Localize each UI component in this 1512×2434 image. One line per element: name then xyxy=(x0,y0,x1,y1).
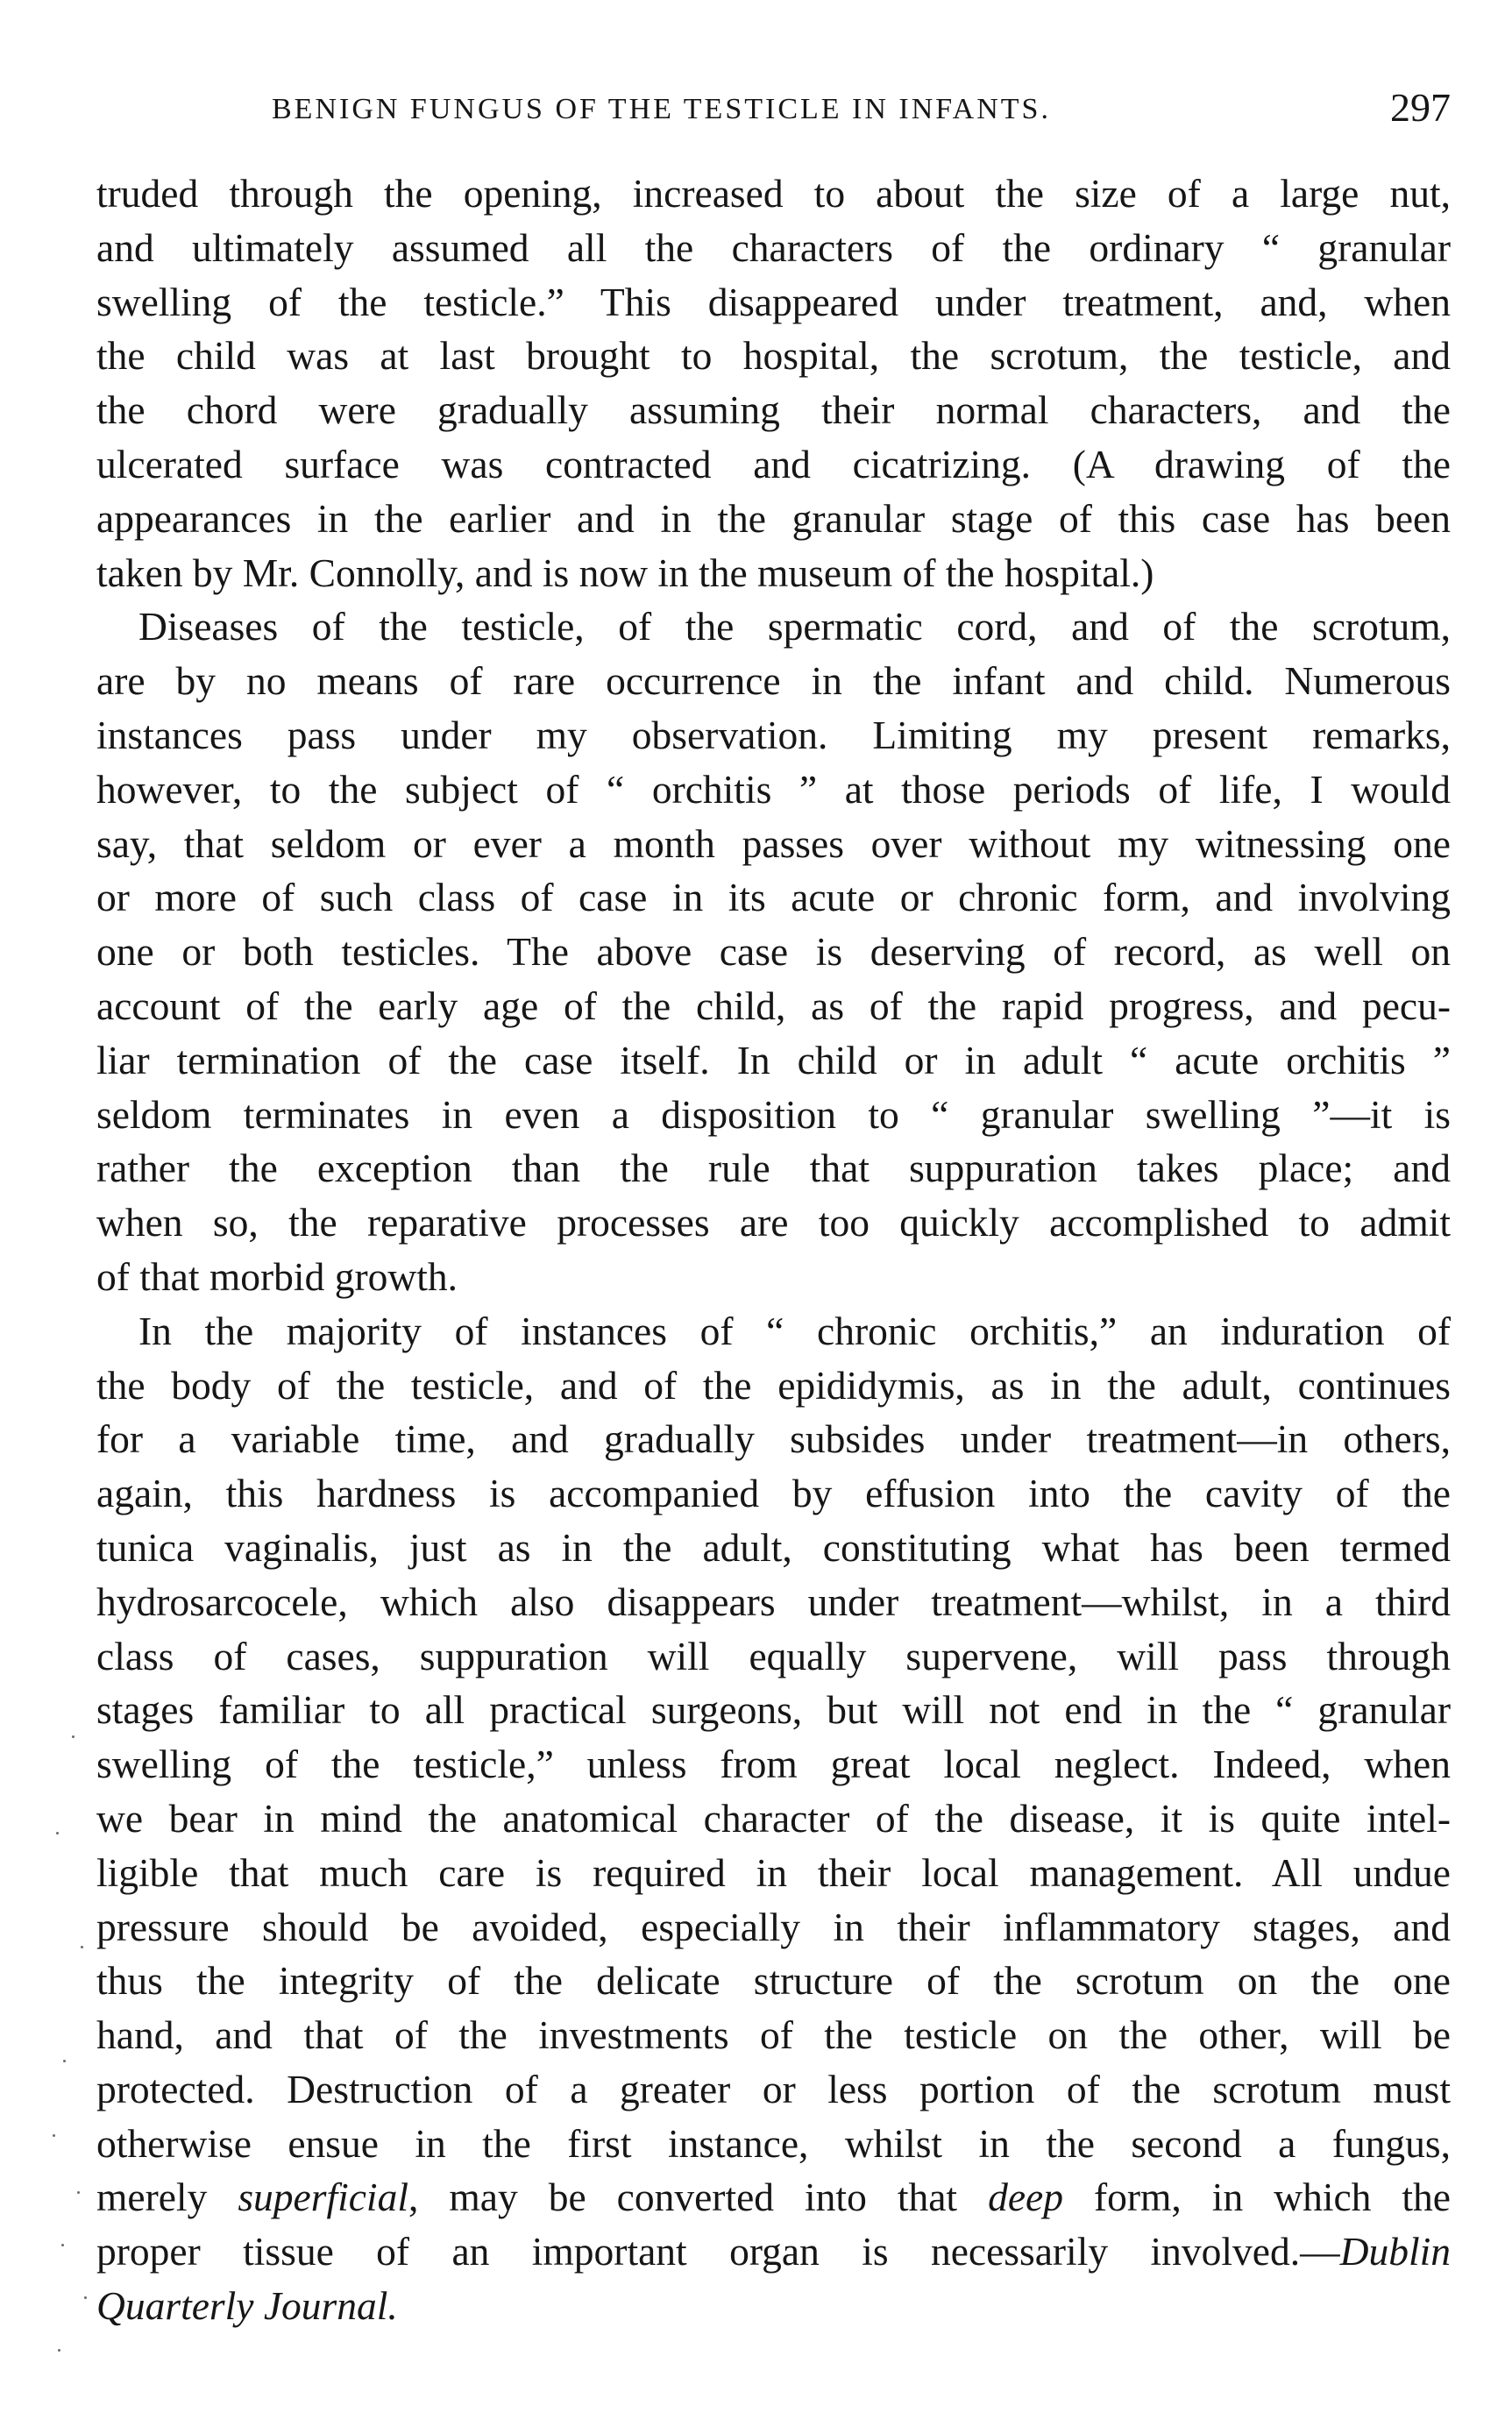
speck xyxy=(58,2349,60,2352)
text-line-citation xyxy=(96,2279,1451,2333)
page-number: 297 xyxy=(1390,85,1451,130)
text-line: In the majority of instances of “ chronic orchitis,” an induration of xyxy=(138,1308,1451,1353)
text-line: the body of the testicle, and of the epididymis, as in the adult, continues xyxy=(96,1362,1451,1408)
text-line: say, that seldom or ever a month passes over without my witnessing one xyxy=(96,820,1451,866)
source-citation: Dublin xyxy=(1339,2229,1451,2274)
text-line: hydrosarcocele, which also disappears under treatment—whilst, in a third xyxy=(96,1579,1451,1624)
text-line: swelling of the testicle.” This disappeared under treatment, and, when xyxy=(96,279,1451,324)
text-line: Diseases of the testicle, of the spermatic cord, and of the scrotum, xyxy=(138,604,1451,649)
text-line: thus the integrity of the delicate structure of the scrotum on the one xyxy=(96,1958,1451,2004)
text-line: however, to the subject of “ orchitis ” at those periods of life, I would xyxy=(96,766,1451,812)
text-line: ulcerated surface was contracted and cicatrizing. (A drawing of the xyxy=(96,441,1451,486)
text-segment: form, in which the xyxy=(1062,2175,1452,2220)
text-line: the chord were gradually assuming their normal characters, and the xyxy=(96,387,1451,433)
text-line: liar termination of the case itself. In child or in adult “ acute orchitis ” xyxy=(96,1037,1451,1082)
text-line: instances pass under my observation. Limiting my present remarks, xyxy=(96,712,1451,757)
speck xyxy=(53,2134,55,2137)
speck xyxy=(84,2296,87,2299)
text-line: appearances in the earlier and in the granular stage of this case has been xyxy=(96,495,1451,541)
running-title: BENIGN FUNGUS OF THE TESTICLE IN INFANTS. xyxy=(272,93,1051,125)
text-line: are by no means of rare occurrence in the infant and child. Numerous xyxy=(96,658,1451,704)
source-citation: Quarterly Journal. xyxy=(96,2283,398,2329)
speck xyxy=(56,1832,59,1834)
text-line-with-italics xyxy=(96,2225,1451,2279)
text-line: ligible that much care is required in their local management. All undue xyxy=(96,1849,1451,1895)
text-line: and ultimately assumed all the characters of the ordinary “ granular xyxy=(96,224,1451,270)
italic-segment: deep xyxy=(988,2175,1063,2220)
text-line-with-italics xyxy=(96,2170,1451,2225)
text-line: account of the early age of the child, as of the rapid progress, and pecu- xyxy=(96,983,1451,1028)
speck xyxy=(81,1946,83,1948)
text-line: protected. Destruction of a greater or less portion of the scrotum must xyxy=(96,2066,1451,2111)
speck xyxy=(72,1735,75,1738)
speck xyxy=(63,2060,66,2062)
text-line: the child was at last brought to hospital, the scrotum, the testicle, and xyxy=(96,333,1451,379)
text-line: taken by Mr. Connolly, and is now in the museum of the hospital.) xyxy=(96,550,1154,595)
text-line: otherwise ensue in the first instance, whilst in the second a fungus, xyxy=(96,2120,1451,2166)
text-line: again, this hardness is accompanied by effusion into the cavity of the xyxy=(96,1471,1451,1516)
text-line: or more of such class of case in its acute or chronic form, and involving xyxy=(96,875,1451,920)
text-segment: merely xyxy=(96,2175,238,2220)
text-line: rather the exception than the rule that suppuration takes place; and xyxy=(96,1146,1451,1191)
text-line: stages familiar to all practical surgeons, but will not end in the “ granular xyxy=(96,1687,1451,1733)
text-segment: , may be converted into that xyxy=(408,2175,989,2220)
body-text xyxy=(96,167,1451,2333)
text-line: of that morbid growth. xyxy=(96,1253,458,1299)
text-line: tunica vaginalis, just as in the adult, constituting what has been termed xyxy=(96,1524,1451,1570)
text-line: we bear in mind the anatomical character of the disease, it is quite intel- xyxy=(96,1795,1451,1841)
margin-specks xyxy=(46,1735,98,2384)
text-line: truded through the opening, increased to about the size of a large nut, xyxy=(96,171,1451,216)
speck xyxy=(61,2244,64,2246)
running-head xyxy=(96,84,1451,137)
italic-segment: superficial xyxy=(238,2175,408,2220)
text-line: pressure should be avoided, especially in their inflammatory stages, and xyxy=(96,1904,1451,1949)
text-line: when so, the reparative processes are too quickly accomplished to admit xyxy=(96,1200,1451,1245)
text-line: swelling of the testicle,” unless from great local neglect. Indeed, when xyxy=(96,1742,1451,1787)
text-line: one or both testicles. The above case is deserving of record, as well on xyxy=(96,929,1451,975)
text-line: seldom terminates in even a disposition to “ granular swelling ”—it is xyxy=(96,1091,1451,1137)
text-segment: proper tissue of an important organ is necessarily involved.— xyxy=(96,2229,1340,2274)
text-line: class of cases, suppuration will equally supervene, will pass through xyxy=(96,1633,1451,1678)
speck xyxy=(77,2191,80,2194)
text-line: for a variable time, and gradually subsides under treatment—in others, xyxy=(96,1416,1451,1462)
text-line: hand, and that of the investments of the testicle on the other, will be xyxy=(96,2012,1451,2058)
